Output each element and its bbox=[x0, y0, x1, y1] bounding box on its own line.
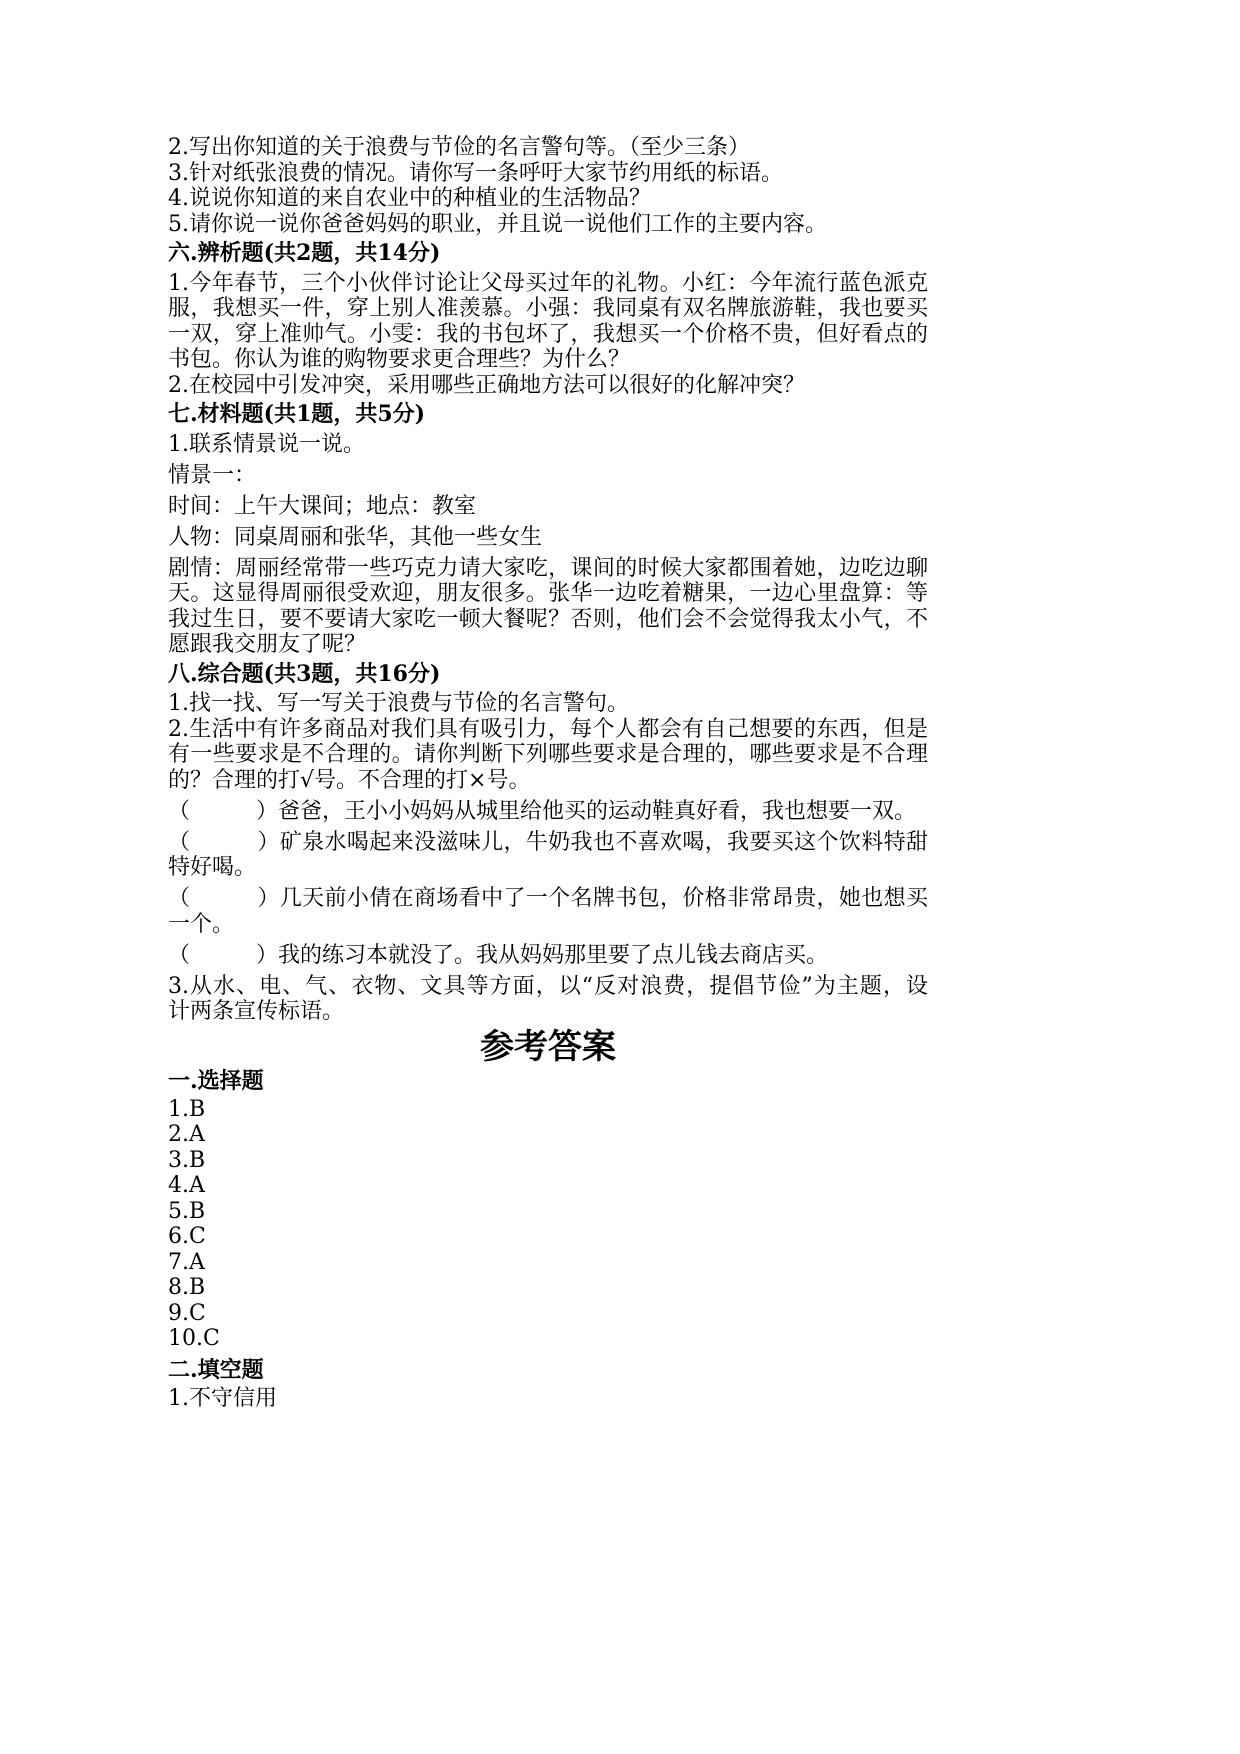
scene-plot-line: 天。这显得周丽很受欢迎，朋友很多。张华一边吃着糖果，一边心里盘算：等 bbox=[168, 581, 928, 606]
scene-plot-line: 我过生日，要不要请大家吃一顿大餐呢？否则，他们会不会觉得我太小气，不 bbox=[168, 606, 928, 632]
question-6-1 bbox=[168, 271, 928, 373]
judgment-item bbox=[168, 943, 928, 969]
answer-item: 7.A bbox=[168, 1249, 205, 1275]
answer-item: 8.B bbox=[168, 1275, 206, 1300]
section-heading-8: 八.综合题(共3题，共16分) bbox=[168, 660, 441, 687]
question-6-1-line: 书包。你认为谁的购物要求更合理些？为什么？ bbox=[168, 347, 631, 372]
answer-item: 10.C bbox=[168, 1326, 220, 1351]
scene-people: 人物：同桌周丽和张华，其他一些女生 bbox=[168, 524, 543, 550]
question-8-3 bbox=[168, 974, 928, 1025]
question-6-2: 2.在校园中引发冲突，采用哪些正确地方法可以很好的化解冲突？ bbox=[168, 372, 805, 398]
scene-plot-line: 剧情：周丽经常带一些巧克力请大家吃，课间的时候大家都围着她，边吃边聊 bbox=[168, 555, 928, 581]
judgment-item bbox=[168, 830, 928, 881]
scene-plot-line: 愿跟我交朋友了呢？ bbox=[168, 632, 367, 657]
scene-title: 情景一： bbox=[168, 462, 257, 488]
judgment-line: （ ）几天前小倩在商场看中了一个名牌书包，价格非常昂贵，她也想买 bbox=[168, 886, 928, 911]
answer-item: 5.B bbox=[168, 1198, 206, 1224]
answer-key-title: 参考答案 bbox=[480, 1026, 616, 1067]
answer-list-choice bbox=[168, 1097, 928, 1352]
answer-item: 6.C bbox=[168, 1224, 206, 1249]
question-7-1: 1.联系情景说一说。 bbox=[168, 431, 365, 457]
scene-plot bbox=[168, 556, 928, 658]
answer-list-fill bbox=[168, 1386, 928, 1412]
judgment-line: 一个。 bbox=[168, 911, 235, 937]
question-line: 4.说说你知道的来自农业中的种植业的生活物品？ bbox=[168, 186, 651, 211]
question-line: 3.针对纸张浪费的情况。请你写一条呼吁大家节约用纸的标语。 bbox=[168, 160, 783, 186]
judgment-item bbox=[168, 886, 928, 937]
judgment-line: （ ）我的练习本就没了。我从妈妈那里要了点儿钱去商店买。 bbox=[168, 942, 829, 968]
question-line: 5.请你说一说你爸爸妈妈的职业，并且说一说他们工作的主要内容。 bbox=[168, 211, 827, 237]
answer-heading-choice: 一.选择题 bbox=[168, 1067, 264, 1094]
question-8-3-line: 计两条宣传标语。 bbox=[168, 999, 345, 1024]
scene-time-place: 时间：上午大课间；地点：教室 bbox=[168, 493, 477, 519]
question-8-1: 1.找一找、写一写关于浪费与节俭的名言警句。 bbox=[168, 691, 629, 716]
question-8-2-line: 有一些要求是不合理的。请你判断下列哪些要求是合理的，哪些要求是不合理 bbox=[168, 742, 928, 767]
answer-item: 3.B bbox=[168, 1147, 206, 1173]
answer-heading-fill: 二.填空题 bbox=[168, 1356, 264, 1383]
page-content bbox=[168, 135, 928, 1411]
answer-item: 4.A bbox=[168, 1173, 205, 1198]
answer-item: 1.B bbox=[168, 1096, 206, 1122]
answer-item: 2.A bbox=[168, 1122, 205, 1147]
question-8-2-line: 的？合理的打√号。不合理的打×号。 bbox=[168, 767, 531, 793]
answer-item: 1.不守信用 bbox=[168, 1385, 277, 1411]
question-6-1-line: 1.今年春节，三个小伙伴讨论让父母买过年的礼物。小红：今年流行蓝色派克 bbox=[168, 270, 928, 296]
section-heading-7: 七.材料题(共1题，共5分) bbox=[168, 401, 426, 427]
question-line: 2.写出你知道的关于浪费与节俭的名言警句等。（至少三条） bbox=[168, 135, 750, 160]
question-8-2-line: 2.生活中有许多商品对我们具有吸引力，每个人都会有自己想要的东西，但是 bbox=[168, 716, 928, 742]
section-heading-6: 六.辨析题(共2题，共14分) bbox=[168, 240, 441, 266]
judgment-line: （ ）爸爸，王小小妈妈从城里给他买的运动鞋真好看，我也想要一双。 bbox=[168, 798, 917, 824]
judgment-item bbox=[168, 799, 928, 825]
question-6-1-line: 服，我想买一件，穿上别人准羡慕。小强：我同桌有双名牌旅游鞋，我也要买 bbox=[168, 296, 928, 321]
judgment-line: 特好喝。 bbox=[168, 855, 257, 880]
question-8-3-line: 3.从水、电、气、衣物、文具等方面，以“反对浪费，提倡节俭”为主题，设 bbox=[168, 973, 928, 999]
judgment-line: （ ）矿泉水喝起来没滋味儿，牛奶我也不喜欢喝，我要买这个饮料特甜 bbox=[168, 829, 928, 855]
previous-section-questions bbox=[168, 135, 928, 237]
question-8-2 bbox=[168, 717, 928, 794]
question-6-1-line: 一双，穿上准帅气。小雯：我的书包坏了，我想买一个价格不贵，但好看点的 bbox=[168, 321, 928, 347]
answer-item: 9.C bbox=[168, 1300, 206, 1326]
